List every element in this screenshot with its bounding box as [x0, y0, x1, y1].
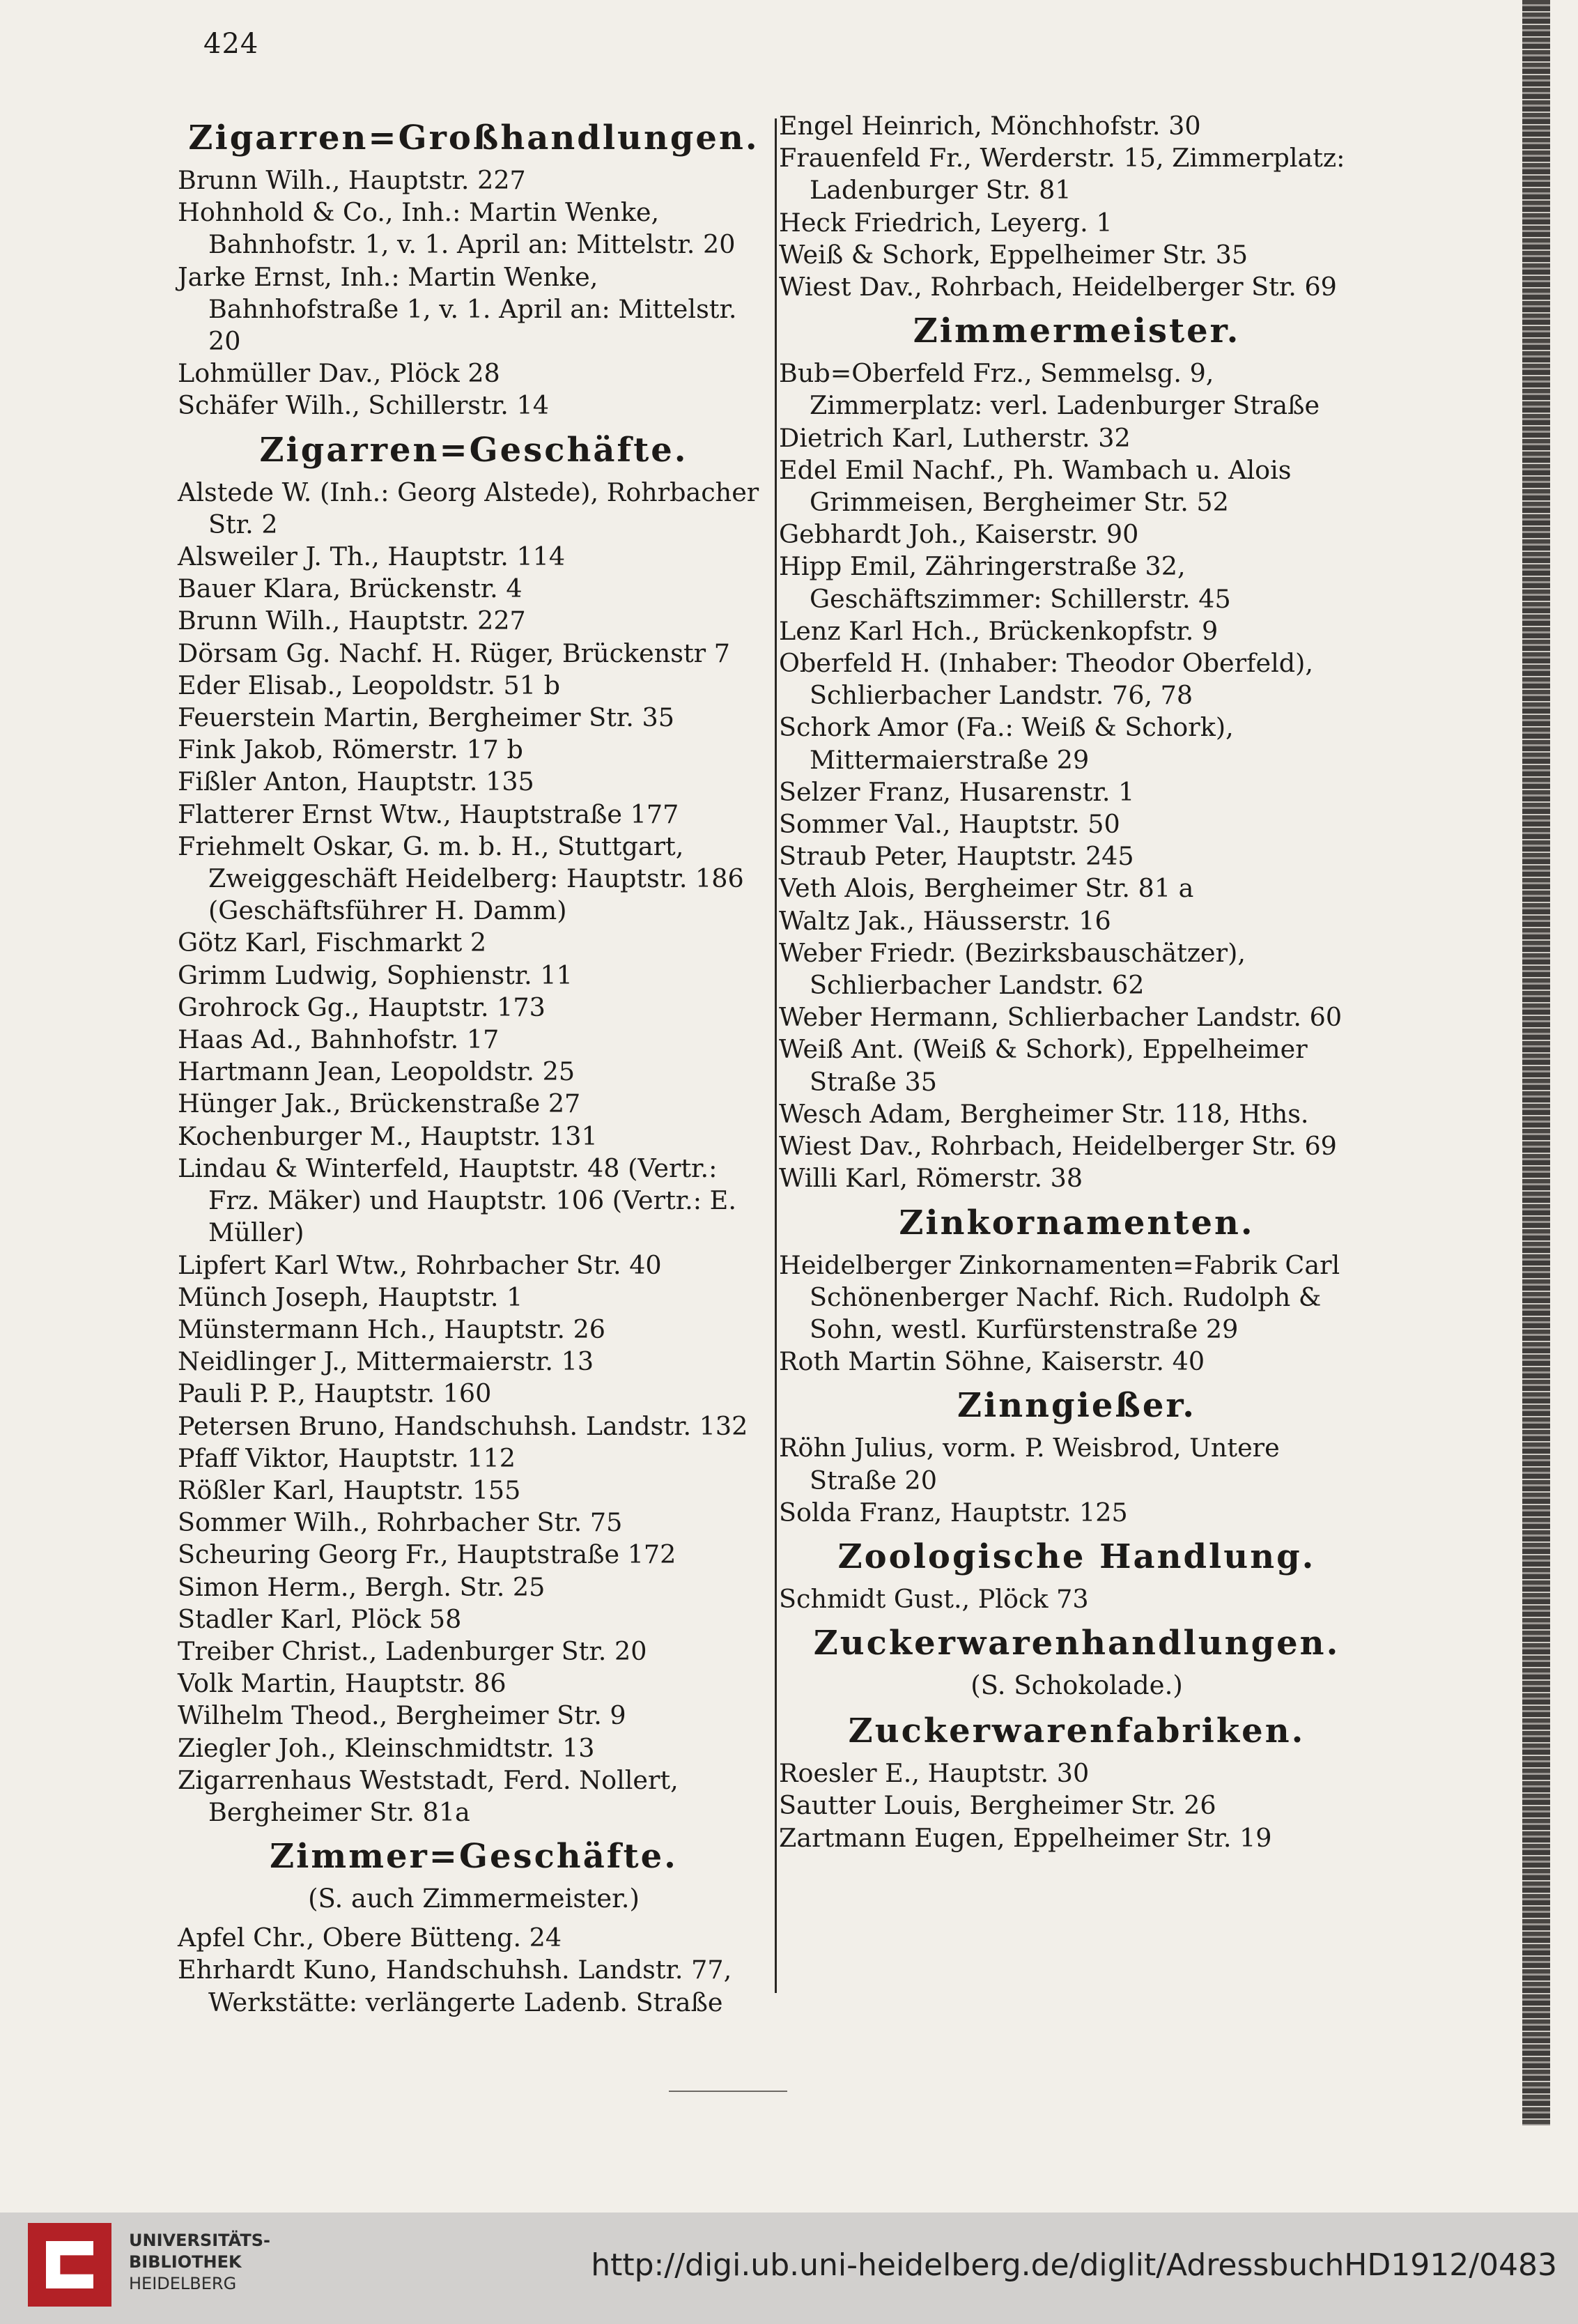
directory-entry: Weiß & Schork, Eppelheimer Str. 35 [779, 239, 1248, 270]
directory-entry: Rößler Karl, Hauptstr. 155 [178, 1475, 521, 1505]
directory-entry: Götz Karl, Fischmarkt 2 [178, 928, 487, 958]
directory-entry: Friehmelt Oskar, G. m. b. H., Stuttgart, Zweiggeschäft Heidelberg: Hauptstr. 186 (Geschäftsführer H. Damm) [178, 831, 744, 926]
directory-entry: Eder Elisab., Leopoldstr. 51 b [178, 670, 560, 700]
directory-entry: Alstede W. (Inh.: Georg Alstede), Rohrbacher Str. 2 [178, 477, 759, 539]
section-heading: Zoologische Handlung. [837, 1537, 1316, 1576]
directory-entry: Scheuring Georg Fr., Hauptstraße 172 [178, 1539, 676, 1570]
column-divider [775, 118, 777, 1993]
source-url[interactable]: http://digi.ub.uni-heidelberg.de/diglit/AdressbuchHD1912/0483 [591, 2247, 1557, 2283]
section-heading: Zuckerwarenhandlungen. [813, 1624, 1340, 1663]
directory-section [178, 1834, 770, 2019]
directory-entry: Haas Ad., Bahnhofstr. 17 [178, 1024, 500, 1055]
directory-entry: Hipp Emil, Zähringerstraße 32, Geschäftszimmer: Schillerstr. 45 [779, 551, 1231, 614]
directory-entry: Bauer Klara, Brückenstr. 4 [178, 574, 523, 604]
page-number: 424 [203, 28, 259, 60]
directory-entry: Roth Martin Söhne, Kaiserstr. 40 [779, 1346, 1205, 1377]
directory-entry: Willi Karl, Römerstr. 38 [779, 1163, 1083, 1194]
directory-section [779, 1201, 1375, 1378]
directory-section [779, 1534, 1375, 1615]
section-heading: Zinkornamenten. [899, 1203, 1255, 1242]
directory-entry: Zigarrenhaus Weststadt, Ferd. Nollert, Bergheimer Str. 81a [178, 1764, 679, 1827]
directory-entry: Simon Herm., Bergh. Str. 25 [178, 1571, 546, 1602]
directory-entry: Sommer Wilh., Rohrbacher Str. 75 [178, 1507, 623, 1538]
directory-section [779, 110, 1375, 303]
directory-entry: Hohnhold & Co., Inh.: Martin Wenke, Bahnhofstr. 1, v. 1. April an: Mittelstr. 20 [178, 197, 736, 260]
section-note: (S. auch Zimmermeister.) [308, 1884, 640, 1914]
directory-entry: Lenz Karl Hch., Brückenkopfstr. 9 [779, 615, 1219, 646]
directory-entry: Stadler Karl, Plöck 58 [178, 1603, 462, 1634]
directory-entry: Pfaff Viktor, Hauptstr. 112 [178, 1442, 516, 1473]
directory-section [779, 1621, 1375, 1702]
directory-entry: Brunn Wilh., Hauptstr. 227 [178, 606, 526, 636]
directory-entry: Fißler Anton, Hauptstr. 135 [178, 767, 534, 797]
directory-section [178, 428, 770, 1829]
section-heading: Zimmermeister. [913, 311, 1241, 351]
directory-entry: Grimm Ludwig, Sophienstr. 11 [178, 960, 573, 990]
directory-entry: Roesler E., Hauptstr. 30 [779, 1758, 1090, 1789]
directory-entry: Hartmann Jean, Leopoldstr. 25 [178, 1056, 575, 1087]
directory-section [779, 1383, 1375, 1529]
section-heading: Zuckerwarenfabriken. [848, 1711, 1306, 1751]
logo-mark [46, 2241, 93, 2288]
directory-entry: Pauli P. P., Hauptstr. 160 [178, 1378, 492, 1409]
directory-entry: Flatterer Ernst Wtw., Hauptstraße 177 [178, 799, 679, 829]
library-name-line2: BIBLIOTHEK [129, 2252, 242, 2272]
footer-rule [669, 2091, 787, 2092]
directory-entry: Weber Hermann, Schlierbacher Landstr. 60 [779, 1002, 1343, 1033]
directory-entry: Lohmüller Dav., Plöck 28 [178, 358, 500, 389]
directory-entry: Gebhardt Joh., Kaiserstr. 90 [779, 519, 1139, 550]
section-note: (S. Schokolade.) [970, 1670, 1183, 1701]
directory-entry: Treiber Christ., Ladenburger Str. 20 [178, 1636, 647, 1666]
directory-entry: Neidlinger J., Mittermaierstr. 13 [178, 1346, 594, 1377]
directory-entry: Selzer Franz, Husarenstr. 1 [779, 776, 1135, 807]
right-column [779, 110, 1375, 1854]
directory-entry: Münch Joseph, Hauptstr. 1 [178, 1282, 523, 1312]
directory-entry: Petersen Bruno, Handschuhsh. Landstr. 132 [178, 1410, 748, 1441]
section-heading: Zinngießer. [957, 1386, 1196, 1426]
directory-section [779, 1709, 1375, 1854]
directory-entry: Frauenfeld Fr., Werderstr. 15, Zimmerplatz: Ladenburger Str. 81 [779, 143, 1345, 206]
directory-entry: Wiest Dav., Rohrbach, Heidelberger Str. 69 [779, 1131, 1337, 1162]
directory-entry: Ziegler Joh., Kleinschmidtstr. 13 [178, 1732, 595, 1763]
library-name-line1: UNIVERSITÄTS- [129, 2231, 271, 2250]
directory-entry: Grohrock Gg., Hauptstr. 173 [178, 992, 546, 1022]
directory-entry: Weber Friedr. (Bezirksbauschätzer), Schlierbacher Landstr. 62 [779, 937, 1246, 1001]
directory-entry: Feuerstein Martin, Bergheimer Str. 35 [178, 702, 674, 733]
directory-section [779, 309, 1375, 1194]
directory-entry: Heck Friedrich, Leyerg. 1 [779, 207, 1113, 238]
directory-entry: Weiß Ant. (Weiß & Schork), Eppelheimer Straße 35 [779, 1034, 1308, 1097]
directory-entry: Schmidt Gust., Plöck 73 [779, 1583, 1089, 1614]
directory-entry: Kochenburger M., Hauptstr. 131 [178, 1121, 598, 1151]
directory-entry: Schäfer Wilh., Schillerstr. 14 [178, 390, 549, 421]
scan-edge [1522, 0, 1550, 2125]
directory-section [178, 116, 770, 422]
section-heading: Zimmer=Geschäfte. [270, 1837, 678, 1877]
directory-entry: Ehrhardt Kuno, Handschuhsh. Landstr. 77, Werkstätte: verlängerte Ladenb. Straße [178, 1955, 732, 2017]
directory-entry: Solda Franz, Hauptstr. 125 [779, 1497, 1128, 1527]
directory-entry: Lipfert Karl Wtw., Rohrbacher Str. 40 [178, 1249, 662, 1280]
directory-entry: Oberfeld H. (Inhaber: Theodor Oberfeld), Schlierbacher Landstr. 76, 78 [779, 648, 1314, 711]
directory-entry: Edel Emil Nachf., Ph. Wambach u. Alois Grimmeisen, Bergheimer Str. 52 [779, 454, 1292, 518]
directory-entry: Lindau & Winterfeld, Hauptstr. 48 (Vertr.: Frz. Mäker) und Hauptstr. 106 (Vertr.: E. Müller) [178, 1153, 736, 1248]
library-logo-icon [28, 2223, 111, 2307]
section-heading: Zigarren=Geschäfte. [259, 430, 688, 470]
directory-entry: Sommer Val., Hauptstr. 50 [779, 809, 1120, 840]
directory-entry: Sautter Louis, Bergheimer Str. 26 [779, 1790, 1216, 1821]
directory-entry: Waltz Jak., Häusserstr. 16 [779, 905, 1111, 936]
directory-entry: Röhn Julius, vorm. P. Weisbrod, Untere Straße 20 [779, 1433, 1280, 1495]
directory-entry: Jarke Ernst, Inh.: Martin Wenke, Bahnhofstraße 1, v. 1. April an: Mittelstr. 20 [178, 261, 737, 357]
directory-entry: Wiest Dav., Rohrbach, Heidelberger Str. 69 [779, 272, 1337, 302]
directory-entry: Straub Peter, Hauptstr. 245 [779, 841, 1134, 872]
library-name [129, 2230, 270, 2295]
library-name-line3: HEIDELBERG [129, 2274, 237, 2293]
directory-entry: Wilhelm Theod., Bergheimer Str. 9 [178, 1700, 626, 1731]
directory-entry: Volk Martin, Hauptstr. 86 [178, 1668, 506, 1699]
directory-entry: Zartmann Eugen, Eppelheimer Str. 19 [779, 1822, 1272, 1853]
directory-entry: Dietrich Karl, Lutherstr. 32 [779, 422, 1131, 453]
directory-entry: Heidelberger Zinkornamenten=Fabrik Carl Schönenberger Nachf. Rich. Rudolph & Sohn, westl. Kurfürstenstraße 29 [779, 1249, 1340, 1344]
directory-entry: Schork Amor (Fa.: Weiß & Schork), Mittermaierstraße 29 [779, 712, 1234, 775]
directory-entry: Alsweiler J. Th., Hauptstr. 114 [178, 541, 566, 572]
directory-entry: Bub=Oberfeld Frz., Semmelsg. 9, Zimmerplatz: verl. Ladenburger Straße [779, 358, 1320, 421]
section-heading: Zigarren=Großhandlungen. [188, 118, 759, 157]
directory-entry: Veth Alois, Bergheimer Str. 81 a [779, 873, 1194, 904]
directory-entry: Engel Heinrich, Mönchhofstr. 30 [779, 111, 1201, 141]
directory-entry: Münstermann Hch., Hauptstr. 26 [178, 1314, 606, 1344]
directory-entry: Dörsam Gg. Nachf. H. Rüger, Brückenstr 7 [178, 638, 730, 668]
directory-entry: Brunn Wilh., Hauptstr. 227 [178, 165, 526, 195]
directory-entry: Wesch Adam, Bergheimer Str. 118, Hths. [779, 1098, 1309, 1129]
directory-entry: Fink Jakob, Römerstr. 17 b [178, 734, 523, 765]
left-column [178, 110, 770, 2019]
directory-entry: Hünger Jak., Brückenstraße 27 [178, 1088, 581, 1119]
directory-entry: Apfel Chr., Obere Bütteng. 24 [178, 1923, 562, 1953]
